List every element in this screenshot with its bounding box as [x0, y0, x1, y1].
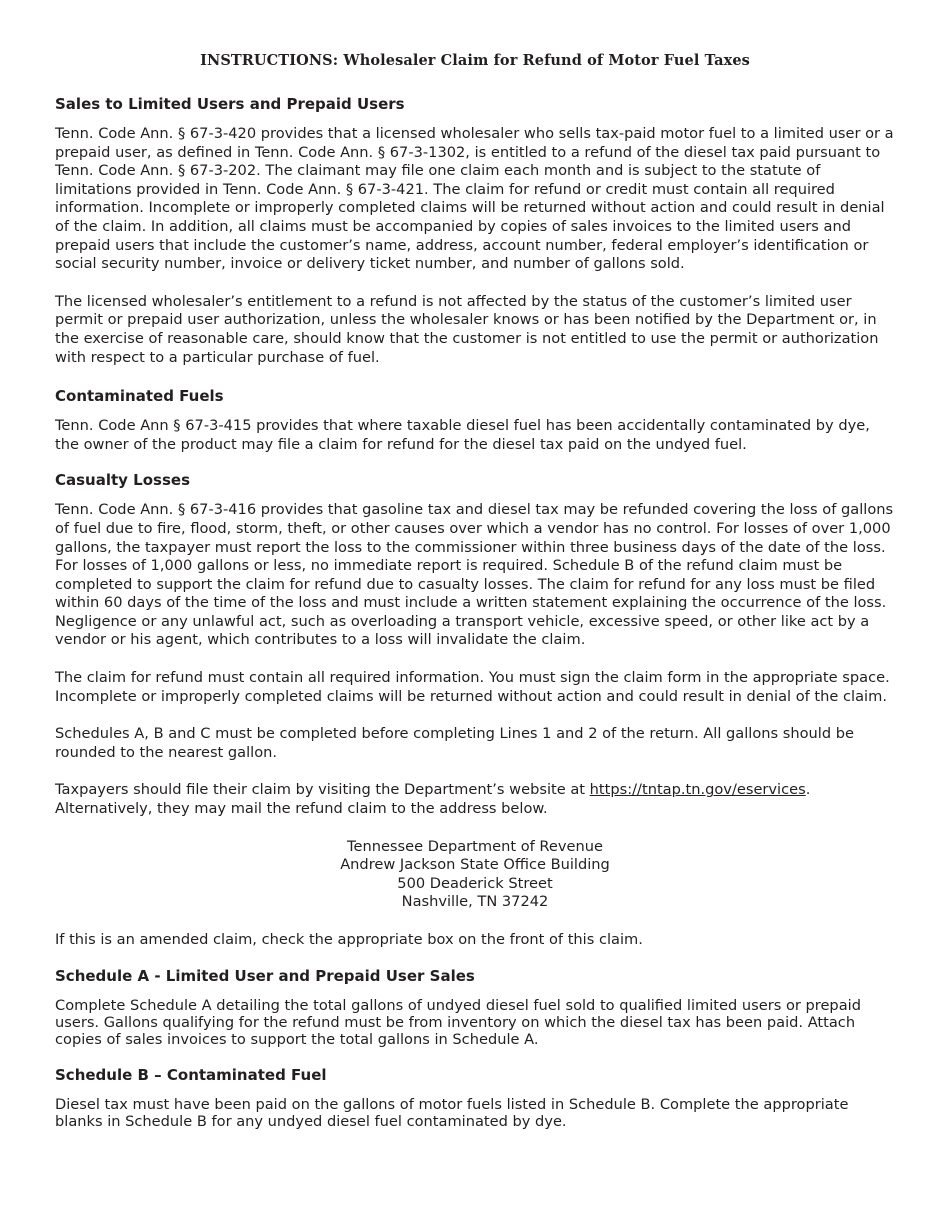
paragraph-limited-users-1: Tenn. Code Ann. § 67-3-420 provides that a licensed wholesaler who sells tax-paid motor fuel to a limited user or a prepaid user, as defined in Tenn. Code Ann. § 67-3-1302, is entitled to a refund of the diesel tax paid pursuant to Tenn. Code Ann. § 67-3-202. The claimant may file one claim each month and is subject to the statute of limitations provided in Tenn. Code Ann. § 67-3-421. The claim for refund or credit must contain all required information. Incomplete or improperly completed claims will be returned without action and could result in denial of the claim. In addition, all claims must be accompanied by copies of sales invoices to the limited users and prepaid users that include the customer’s name, address, account number, federal employer’s identification or social security number, invoice or delivery ticket number, and number of gallons sold. — [55, 125, 894, 273]
document-page — [55, 52, 895, 1147]
heading-limited-users: Sales to Limited Users and Prepaid Users — [55, 95, 405, 113]
paragraph-schedule-b: Diesel tax must have been paid on the gallons of motor fuels listed in Schedule B. Complete the appropriate blanks in Schedule B for any undyed diesel fuel contaminated by dye. — [55, 1095, 849, 1130]
paragraph-casualty-losses-3: Schedules A, B and C must be completed before completing Lines 1 and 2 of the return. All gallons should be rounded to the nearest gallon. — [55, 725, 855, 761]
address-line-2: Andrew Jackson State Office Building — [340, 856, 610, 874]
paragraph-amended-claim: If this is an amended claim, check the appropriate box on the front of this claim. — [55, 931, 643, 948]
paragraph-schedule-a: Complete Schedule A detailing the total gallons of undyed diesel fuel sold to qualified limited users or prepaid users. Gallons qualifying for the refund must be from inventory on which the diesel tax has been paid. Attach copies of sales invoices to support the total gallons in Schedule A. — [55, 996, 861, 1048]
address-line-1: Tennessee Department of Revenue — [347, 837, 603, 855]
file-claim-text-after: . Alternatively, they may mail the refund claim to the address below. — [55, 781, 811, 818]
heading-contaminated-fuels: Contaminated Fuels — [55, 387, 224, 406]
eservices-link[interactable]: https://tntap.tn.gov/eservices — [589, 781, 806, 799]
heading-schedule-a: Schedule A - Limited User and Prepaid User Sales — [55, 966, 475, 985]
paragraph-contaminated-fuels: Tenn. Code Ann § 67-3-415 provides that where taxable diesel fuel has been accidentally contaminated by dye, the owner of the product may file a claim for refund for the diesel tax paid on the undyed fuel. — [55, 417, 870, 453]
document-title: INSTRUCTIONS: Wholesaler Claim for Refund of Motor Fuel Taxes — [200, 52, 750, 69]
heading-casualty-losses: Casualty Losses — [55, 471, 190, 490]
paragraph-file-claim — [55, 781, 895, 818]
paragraph-casualty-losses-2: The claim for refund must contain all required information. You must sign the claim form in the appropriate space. Incomplete or improperly completed claims will be returned without action and could result in denial of the claim. — [55, 669, 890, 705]
address-line-4: Nashville, TN 37242 — [401, 893, 549, 911]
paragraph-casualty-losses-1: Tenn. Code Ann. § 67-3-416 provides that gasoline tax and diesel tax may be refunded covering the loss of gallons of fuel due to fire, flood, storm, theft, or other causes over which a vendor has no control. For losses of over 1,000 gallons, the taxpayer must report the loss to the commissioner within three business days of the date of the loss. For losses of 1,000 gallons or less, no immediate report is required. Schedule B of the refund claim must be completed to support the claim for refund due to casualty losses. The claim for refund for any loss must be filed within 60 days of the time of the loss and must include a written statement explaining the occurrence of the loss. Negligence or any unlawful act, such as overloading a transport vehicle, excessive speed, or other like act by a vendor or his agent, which contributes to a loss will invalidate the claim. — [55, 501, 894, 649]
file-claim-text-before: Taxpayers should file their claim by visiting the Department’s website at — [55, 781, 590, 799]
heading-schedule-b: Schedule B – Contaminated Fuel — [55, 1065, 327, 1084]
mailing-address — [55, 838, 895, 912]
address-line-3: 500 Deaderick Street — [397, 874, 553, 892]
paragraph-limited-users-2: The licensed wholesaler’s entitlement to a refund is not affected by the status of the customer’s limited user permit or prepaid user authorization, unless the wholesaler knows or has been notified by the Department or, in the exercise of reasonable care, should know that the customer is not entitled to use the permit or authorization with respect to a particular purchase of fuel. — [55, 292, 879, 366]
